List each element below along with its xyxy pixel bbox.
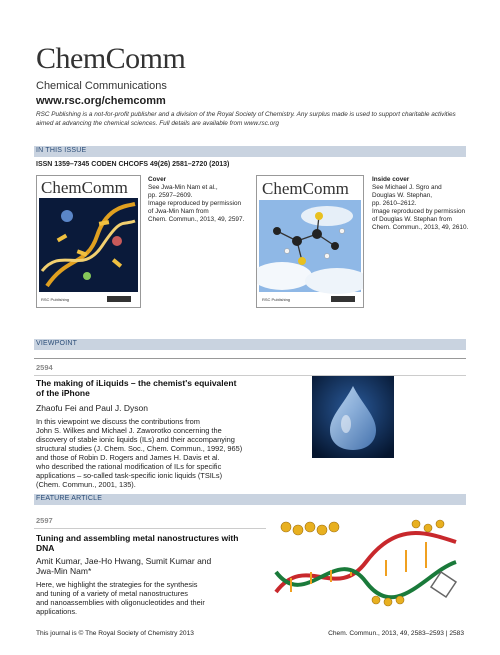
abstract-line: and tuning of a variety of metal nanostructures	[36, 589, 189, 598]
viewpoint-band	[34, 339, 466, 350]
footer-citation: Chem. Commun., 2013, 49, 2583–2593 | 2583	[328, 630, 464, 637]
cover-image-footer: RSC Publishing	[41, 297, 70, 302]
viewpoint-authors: Zhaofu Fei and Paul J. Dyson	[36, 403, 148, 413]
feature-title[interactable]	[36, 533, 266, 553]
abstract-line: applications.	[36, 607, 78, 616]
journal-title: ChemComm	[36, 42, 186, 75]
feature-abstract	[36, 580, 266, 616]
inside-cover-line: Douglas W. Stephan,	[372, 192, 433, 199]
inside-cover-image	[256, 175, 364, 308]
viewpoint-image	[312, 376, 394, 458]
feature-image	[266, 512, 466, 612]
cover-image-title: ChemComm	[41, 178, 128, 197]
journal-subtitle: Chemical Communications	[36, 80, 167, 92]
cover-heading: Cover	[148, 176, 167, 183]
divider	[34, 358, 466, 359]
viewpoint-title[interactable]	[36, 378, 306, 398]
feature-title-line: DNA	[36, 543, 55, 553]
abstract-line: and nanoassemblies with oligonucleotides and their	[36, 598, 205, 607]
abstract-line: Here, we highlight the strategies for the synthesis	[36, 580, 198, 589]
viewpoint-title-line: The making of iLiquids – the chemist's equivalent	[36, 378, 237, 388]
inside-cover-line: pp. 2610–2612.	[372, 200, 417, 207]
issn-line: ISSN 1359–7345 CODEN CHCOFS 49(26) 2581–2720 (2013)	[36, 161, 230, 168]
cover-image	[36, 175, 141, 308]
viewpoint-page-number: 2594	[36, 363, 53, 372]
footer-copyright: This journal is © The Royal Society of Chemistry 2013	[36, 630, 194, 637]
inside-cover-line: Chem. Commun., 2013, 49, 2610.	[372, 224, 469, 231]
inside-cover-line: of Douglas W. Stephan from	[372, 216, 452, 223]
feature-authors-line: Jwa-Min Nam*	[36, 566, 92, 576]
ionic-liquid-drop-illustration	[312, 376, 394, 458]
feature-article-label: FEATURE ARTICLE	[36, 495, 103, 502]
feature-authors-line: Amit Kumar, Jae-Ho Hwang, Sumit Kumar and	[36, 556, 212, 566]
publisher-note: RSC Publishing is a not-for-profit publisher and a division of the Royal Society of Chemistry. Any surplus made is used to support charitable activities aimed at advancing the chemical sciences. Full details are available from www.rsc.org	[36, 111, 456, 127]
cover-line: Chem. Commun., 2013, 49, 2597.	[148, 216, 245, 223]
feature-article-band	[34, 494, 466, 505]
abstract-line: (Chem. Commun., 2001, 135).	[36, 480, 136, 489]
abstract-line: In this viewpoint we discuss the contributions from	[36, 417, 200, 426]
viewpoint-title-line: of the iPhone	[36, 388, 90, 398]
inside-cover-heading: Inside cover	[372, 176, 410, 183]
cover-line: pp. 2597–2609.	[148, 192, 193, 199]
viewpoint-label: VIEWPOINT	[36, 340, 78, 347]
abstract-line: discovery of stable ionic liquids (ILs) and their accompanying	[36, 435, 235, 444]
divider	[34, 375, 466, 376]
viewpoint-abstract	[36, 417, 306, 489]
dna-nanostructure-illustration	[266, 512, 466, 612]
journal-url[interactable]: www.rsc.org/chemcomm	[36, 95, 166, 107]
abstract-line: and those of Robin D. Rogers and James H. Davis et al.	[36, 453, 220, 462]
in-this-issue-label: IN THIS ISSUE	[36, 147, 87, 154]
abstract-line: who described the rational modification of ILs for specific	[36, 462, 222, 471]
inside-cover-image-title: ChemComm	[262, 179, 349, 198]
feature-authors	[36, 556, 266, 576]
abstract-line: structural studies (J. Chem. Soc., Chem. Commun., 1992, 965)	[36, 444, 243, 453]
inside-cover-line: See Michael J. Sgro and	[372, 184, 442, 191]
inside-cover-line: Image reproduced by permission	[372, 208, 466, 215]
cover-line: of Jwa-Min Nam from	[148, 208, 209, 215]
feature-page-number: 2597	[36, 516, 53, 525]
inside-cover-image-footer: RSC Publishing	[262, 297, 291, 302]
feature-title-line: Tuning and assembling metal nanostructures with	[36, 533, 239, 543]
cover-line: Image reproduced by permission	[148, 200, 242, 207]
inside-cover-caption	[372, 176, 472, 232]
abstract-line: John S. Wilkes and Michael J. Zaworotko concerning the	[36, 426, 222, 435]
abstract-line: applications – so-called task-specific ionic liquids (TSILs)	[36, 471, 223, 480]
cover-caption	[148, 176, 248, 224]
in-this-issue-band	[34, 146, 466, 157]
cover-line: See Jwa-Min Nam et al.,	[148, 184, 218, 191]
